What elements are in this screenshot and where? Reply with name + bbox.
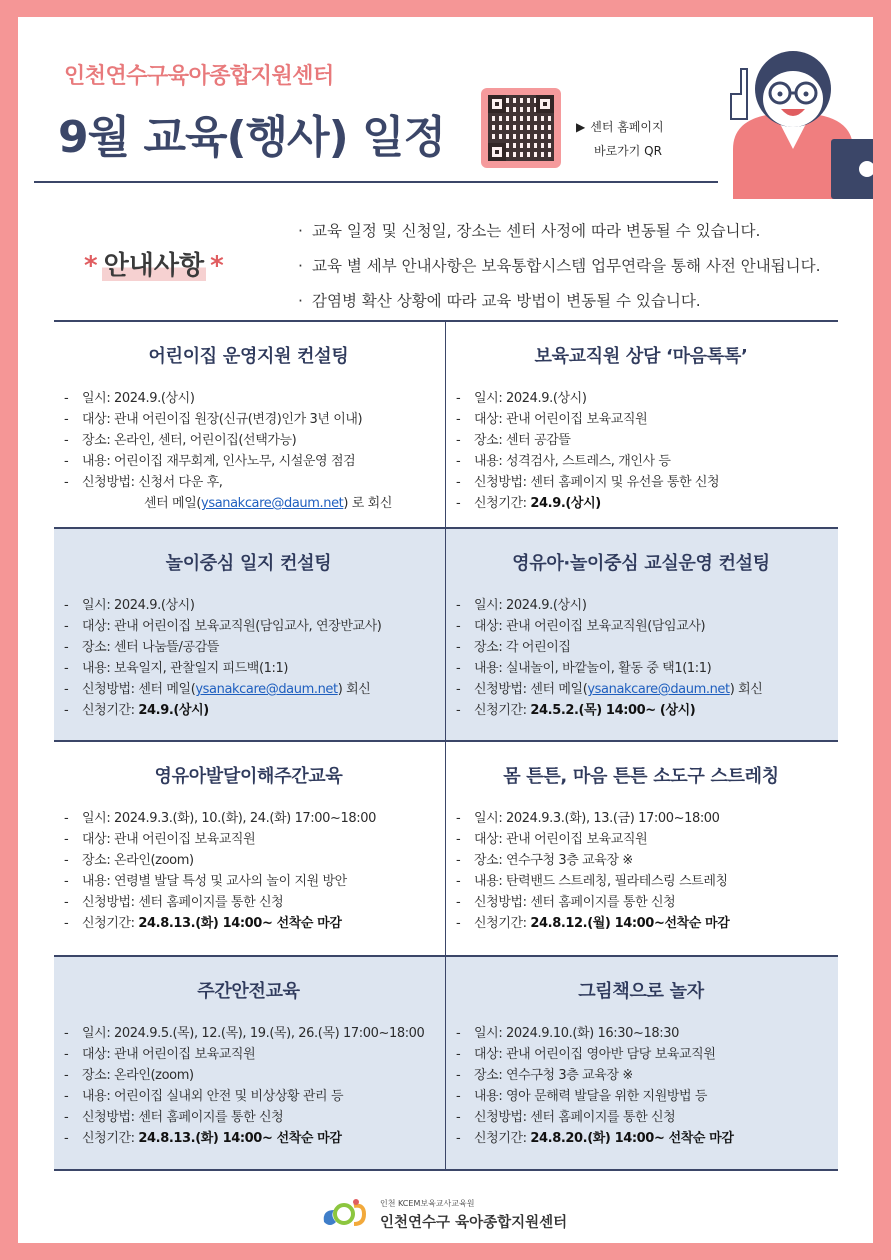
qr-pattern bbox=[488, 95, 554, 161]
program-grid bbox=[54, 320, 838, 1171]
program-place: - 장소: 연수구청 3층 교육장 ※ bbox=[454, 850, 828, 871]
footer bbox=[320, 1194, 580, 1234]
program-method: - 신청방법: 센터 홈페이지를 통한 신청 bbox=[62, 1107, 435, 1128]
program-title: 몸 튼튼, 마음 튼튼 소도구 스트레칭 bbox=[503, 766, 779, 787]
program-row bbox=[54, 955, 838, 1169]
program-card bbox=[446, 742, 838, 955]
qr-code[interactable] bbox=[481, 88, 561, 168]
program-card bbox=[54, 742, 446, 955]
program-content: - 내용: 어린이집 실내외 안전 및 비상상황 관리 등 bbox=[62, 1086, 435, 1107]
qr-caption-line1: 센터 홈페이지 bbox=[590, 120, 664, 134]
program-title: 보육교직원 상담 ‘마음톡톡’ bbox=[534, 346, 748, 367]
program-place: - 장소: 온라인(zoom) bbox=[62, 1065, 435, 1086]
notice-label bbox=[80, 245, 228, 282]
notice-item: · 교육 별 세부 안내사항은 보육통합시스템 업무연락을 통해 사전 안내됩니다. bbox=[298, 257, 821, 275]
email-link[interactable]: ysanakcare@daum.net bbox=[195, 682, 338, 697]
center-logo-icon bbox=[320, 1196, 368, 1230]
program-content: - 내용: 연령별 발달 특성 및 교사의 놀이 지원 방안 bbox=[62, 871, 435, 892]
program-target: - 대상: 관내 어린이집 보육교직원 bbox=[454, 829, 828, 850]
program-target: - 대상: 관내 어린이집 원장(신규(변경)인가 3년 이내) bbox=[62, 409, 435, 430]
program-date: - 일시: 2024.9.(상시) bbox=[62, 388, 435, 409]
poster-sheet bbox=[18, 17, 873, 1243]
page-title: 9월 교육(행사) 일정 bbox=[58, 112, 445, 163]
program-content: - 내용: 탄력밴드 스트레칭, 필라테스링 스트레칭 bbox=[454, 871, 828, 892]
program-place: - 장소: 연수구청 3층 교육장 ※ bbox=[454, 1065, 828, 1086]
program-target: - 대상: 관내 어린이집 보육교직원(담임교사) bbox=[454, 616, 828, 637]
program-card bbox=[446, 322, 838, 527]
program-card bbox=[54, 957, 446, 1169]
program-target: - 대상: 관내 어린이집 보육교직원 bbox=[454, 409, 828, 430]
program-date: - 일시: 2024.9.3.(화), 13.(금) 17:00~18:00 bbox=[454, 808, 828, 829]
program-content: - 내용: 실내놀이, 바깥놀이, 활동 중 택1(1:1) bbox=[454, 658, 828, 679]
program-method: - 신청방법: 센터 홈페이지를 통한 신청 bbox=[62, 892, 435, 913]
asterisk-icon: * bbox=[84, 251, 98, 281]
program-row bbox=[54, 740, 838, 955]
program-date: - 일시: 2024.9.(상시) bbox=[454, 595, 828, 616]
notice-list bbox=[298, 214, 858, 319]
program-content: - 내용: 보육일지, 관찰일지 피드백(1:1) bbox=[62, 658, 435, 679]
program-place: - 장소: 온라인, 센터, 어린이집(선택가능) bbox=[62, 430, 435, 451]
program-place: - 장소: 온라인(zoom) bbox=[62, 850, 435, 871]
program-method-continued: 센터 메일(ysanakcare@daum.net) 로 회신 bbox=[144, 496, 392, 511]
program-content: - 내용: 영아 문해력 발달을 위한 지원방법 등 bbox=[454, 1086, 828, 1107]
program-period: - 신청기간: 24.5.2.(목) 14:00~ (상시) bbox=[454, 700, 828, 721]
program-row bbox=[54, 322, 838, 527]
program-period: - 신청기간: 24.8.13.(화) 14:00~ 선착순 마감 bbox=[62, 1128, 435, 1149]
program-place: - 장소: 각 어린이집 bbox=[454, 637, 828, 658]
qr-finder bbox=[536, 95, 554, 113]
program-title: 어린이집 운영지원 컨설팅 bbox=[148, 346, 349, 367]
notice-label-text: 안내사항 bbox=[103, 251, 205, 281]
center-name: 인천연수구육아종합지원센터 bbox=[64, 64, 334, 89]
qr-caption bbox=[576, 115, 664, 163]
program-method: - 신청방법: 센터 메일(ysanakcare@daum.net) 회신 bbox=[454, 679, 828, 700]
program-period: - 신청기간: 24.9.(상시) bbox=[62, 700, 435, 721]
program-row bbox=[54, 527, 838, 740]
program-period: - 신청기간: 24.8.12.(월) 14:00~선착순 마감 bbox=[454, 913, 828, 934]
program-content: - 내용: 성격검사, 스트레스, 개인사 등 bbox=[454, 451, 828, 472]
program-method: - 신청방법: 신청서 다운 후, bbox=[62, 472, 435, 493]
program-date: - 일시: 2024.9.5.(목), 12.(목), 19.(목), 26.(목) 17:00~18:00 bbox=[62, 1023, 435, 1044]
notice-item: · 감염병 확산 상황에 따라 교육 방법이 변동될 수 있습니다. bbox=[298, 292, 701, 310]
program-place: - 장소: 센터 나눔뜰/공감뜰 bbox=[62, 637, 435, 658]
program-title: 주간안전교육 bbox=[197, 981, 300, 1002]
program-method: - 신청방법: 센터 홈페이지를 통한 신청 bbox=[454, 892, 828, 913]
program-period: - 신청기간: 24.9.(상시) bbox=[454, 493, 828, 514]
program-target: - 대상: 관내 어린이집 보육교직원 bbox=[62, 829, 435, 850]
program-place: - 장소: 센터 공감뜰 bbox=[454, 430, 828, 451]
program-date: - 일시: 2024.9.10.(화) 16:30~18:30 bbox=[454, 1023, 828, 1044]
notice-item: · 교육 일정 및 신청일, 장소는 센터 사정에 따라 변동될 수 있습니다. bbox=[298, 222, 761, 240]
program-target: - 대상: 관내 어린이집 보육교직원(담임교사, 연장반교사) bbox=[62, 616, 435, 637]
qr-caption-line2: 바로가기 QR bbox=[594, 144, 662, 158]
program-date: - 일시: 2024.9.(상시) bbox=[62, 595, 435, 616]
program-method: - 신청방법: 센터 메일(ysanakcare@daum.net) 회신 bbox=[62, 679, 435, 700]
play-arrow-icon: ▶ bbox=[576, 120, 586, 134]
program-title: 그림책으로 놀자 bbox=[578, 981, 704, 1002]
program-period: - 신청기간: 24.8.13.(화) 14:00~ 선착순 마감 bbox=[62, 913, 435, 934]
program-title: 영유아발달이해주간교육 bbox=[154, 766, 343, 787]
program-date: - 일시: 2024.9.3.(화), 10.(화), 24.(화) 17:00~18:00 bbox=[62, 808, 435, 829]
program-target: - 대상: 관내 어린이집 영아반 담당 보육교직원 bbox=[454, 1044, 828, 1065]
program-title: 놀이중심 일지 컨설팅 bbox=[165, 553, 332, 574]
program-period: - 신청기간: 24.8.20.(화) 14:00~ 선착순 마감 bbox=[454, 1128, 828, 1149]
footer-subtext: 인천 KCEM보육교사교육원 bbox=[380, 1199, 475, 1208]
program-title: 영유아·놀이중심 교실운영 컨설팅 bbox=[512, 553, 770, 574]
program-card bbox=[54, 322, 446, 527]
email-link[interactable]: ysanakcare@daum.net bbox=[201, 496, 344, 511]
title-divider bbox=[34, 181, 718, 183]
email-link[interactable]: ysanakcare@daum.net bbox=[587, 682, 730, 697]
program-card bbox=[446, 957, 838, 1169]
qr-finder bbox=[488, 95, 506, 113]
program-card bbox=[446, 529, 838, 740]
program-method: - 신청방법: 센터 홈페이지를 통한 신청 bbox=[454, 1107, 828, 1128]
qr-finder bbox=[488, 143, 506, 161]
program-method: - 신청방법: 센터 홈페이지 및 유선을 통한 신청 bbox=[454, 472, 828, 493]
program-date: - 일시: 2024.9.(상시) bbox=[454, 388, 828, 409]
footer-center-name: 인천연수구 육아종합지원센터 bbox=[380, 1215, 568, 1231]
program-target: - 대상: 관내 어린이집 보육교직원 bbox=[62, 1044, 435, 1065]
program-card bbox=[54, 529, 446, 740]
asterisk-icon: * bbox=[210, 251, 224, 281]
teacher-mascot-illustration bbox=[713, 39, 873, 199]
program-content: - 내용: 어린이집 재무회계, 인사노무, 시설운영 점검 bbox=[62, 451, 435, 472]
